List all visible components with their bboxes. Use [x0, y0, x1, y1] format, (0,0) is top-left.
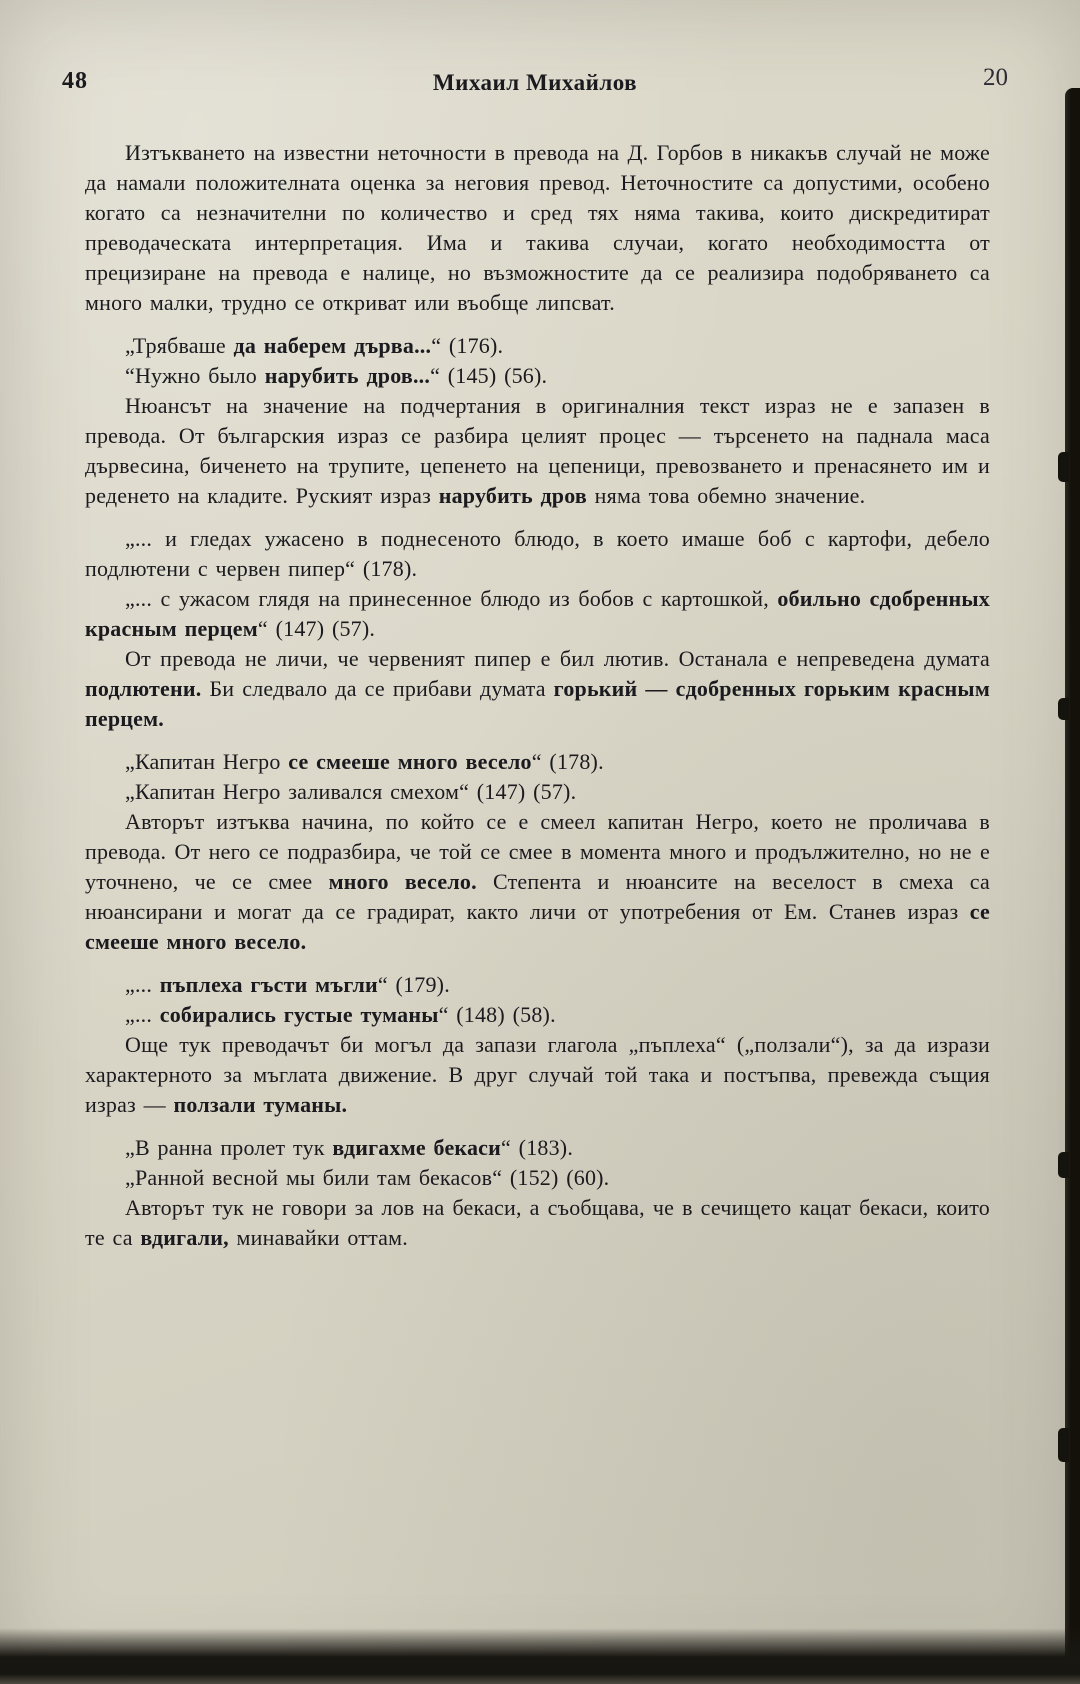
text-run: „Ранной весной мы били там бекасов“ (152) (60).: [125, 1165, 610, 1190]
paragraph: [85, 807, 990, 957]
text-run: Авторът тук не говори за лов на бекаси, а съобщава, че в сечището кацат бекаси, които те са: [85, 1195, 990, 1250]
page-number-left: 48: [62, 68, 88, 94]
text-run: “ (145) (56).: [430, 363, 548, 388]
text-run: няма това обемно значение.: [586, 483, 866, 508]
text-run: „...: [125, 972, 160, 997]
text-run-bold: пъплеха гъсти мъгли: [159, 972, 378, 997]
paragraph: [85, 1030, 990, 1120]
text-run-bold: собирались густые туманы: [159, 1002, 439, 1027]
text-run: минавайки оттам.: [228, 1225, 408, 1250]
running-title: Михаил Михайлов: [432, 70, 638, 95]
text-run-bold: обильно сдобренных красным перцем: [85, 586, 991, 641]
paragraph-gap: [85, 1120, 990, 1133]
text-run-bold: ползали туманы.: [173, 1092, 348, 1117]
paragraph: [85, 524, 990, 584]
scan-artifact: [1058, 1152, 1069, 1178]
text-run-bold: се смееше много весело: [288, 749, 532, 774]
page-number-right: 20: [983, 64, 1008, 91]
text-run-bold: много весело.: [328, 869, 477, 894]
text-run: “ (178).: [531, 749, 604, 774]
text-run: Степента и нюансите на веселост в смеха са нюансирани и могат да се градират, както личи от употребения от Ем. Станев израз: [85, 869, 990, 924]
quote-line: [85, 1000, 990, 1030]
paragraph: [85, 1193, 990, 1253]
quote-line: [85, 361, 990, 391]
text-run-bold: нарубить дров...: [264, 363, 431, 388]
quote-line: [85, 331, 990, 361]
text-run: „Капитан Негро заливался смехом“ (147) (57).: [125, 779, 577, 804]
text-run: „Капитан Негро: [125, 749, 289, 774]
text-run: Още тук преводачът би могъл да запази глагола „пъплеха“ („ползали“), за да изрази характерното за мъглата движение. В друг случай той така и постъпва, превежда същия израз —: [85, 1032, 990, 1117]
text-run-bold: да наберем дърва...: [233, 333, 432, 358]
paragraph-gap: [85, 957, 990, 970]
text-run: “ (147) (57).: [257, 616, 376, 641]
text-run: Изтъкването на известни неточности в превода на Д. Горбов в никакъв случай не може да намали положителната оценка за неговия превод. Неточностите са допустими, особено когато са незначителни по количество и сред тях няма такива, които дискредитират преводаческата интерпретация. Има и такива случаи, когато необходимостта от прецизиране на превода е налице, но възможностите да се реализира подобряването са много малки, трудно се откриват или въобще липсват.: [85, 140, 990, 315]
text-run-bold: горький — сдобренных горьким красным перцем.: [85, 676, 990, 731]
quote-line: [85, 1133, 990, 1163]
paragraph-gap: [85, 318, 990, 331]
paragraph: [85, 138, 990, 318]
text-run: „... и гледах ужасено в поднесеното блюдо, в което имаше боб с картофи, дебело подлютени с червен пипер“ (178).: [85, 526, 990, 581]
text-run-bold: се смееше много весело.: [85, 899, 990, 954]
quote-line: [85, 777, 990, 807]
text-run: “ (176).: [431, 333, 504, 358]
text-run: „... с ужасом глядя на принесенное блюдо из бобов с картошкой,: [125, 586, 778, 611]
scan-edge-bottom: [0, 1628, 1080, 1684]
text-run: Авторът изтъква начина, по който се е смеел капитан Негро, което не проличава в превода. От него се подразбира, че той се смее в момента много и продължително, но не е уточнено, че се смее: [85, 809, 990, 894]
paragraph: [85, 644, 990, 734]
quote-line: [85, 747, 990, 777]
text-run: “ (179).: [377, 972, 450, 997]
text-run-bold: вдигали,: [140, 1225, 229, 1250]
scan-artifact: [1058, 698, 1069, 720]
quote-line: [85, 970, 990, 1000]
paragraph: [85, 391, 990, 511]
scan-artifact: [1058, 452, 1069, 482]
paragraph-gap: [85, 511, 990, 524]
paragraph-gap: [85, 734, 990, 747]
text-run: “ (183).: [501, 1135, 574, 1160]
text-run: „Трябваше: [125, 333, 234, 358]
text-run: „В ранна пролет тук: [125, 1135, 333, 1160]
text-run-bold: вдигахме бекаси: [332, 1135, 502, 1160]
scan-artifact: [1058, 1428, 1069, 1462]
text-run-bold: нарубить дров: [438, 483, 587, 508]
text-run: Би следвало да се прибави думата: [201, 676, 554, 701]
text-run: “Нужно было: [125, 363, 265, 388]
paragraph: [85, 584, 990, 644]
text-run: Нюансът на значение на подчертания в оригиналния текст израз не е запазен в превода. От българския израз се разбира целият процес — търсенето на паднала маса дървесина, биченето на трупите, цепенето на цепеници, превозването и пренасянето им и реденето на кладите. Руският израз: [85, 393, 990, 508]
text-run-bold: подлютени.: [85, 676, 202, 701]
page-body: [85, 138, 990, 1253]
page-header: [62, 64, 1008, 100]
text-run: “ (148) (58).: [438, 1002, 556, 1027]
quote-line: [85, 1163, 990, 1193]
text-run: „...: [125, 1002, 160, 1027]
text-run: От превода не личи, че червеният пипер е бил лютив. Останала е непреведена думата: [125, 646, 990, 671]
